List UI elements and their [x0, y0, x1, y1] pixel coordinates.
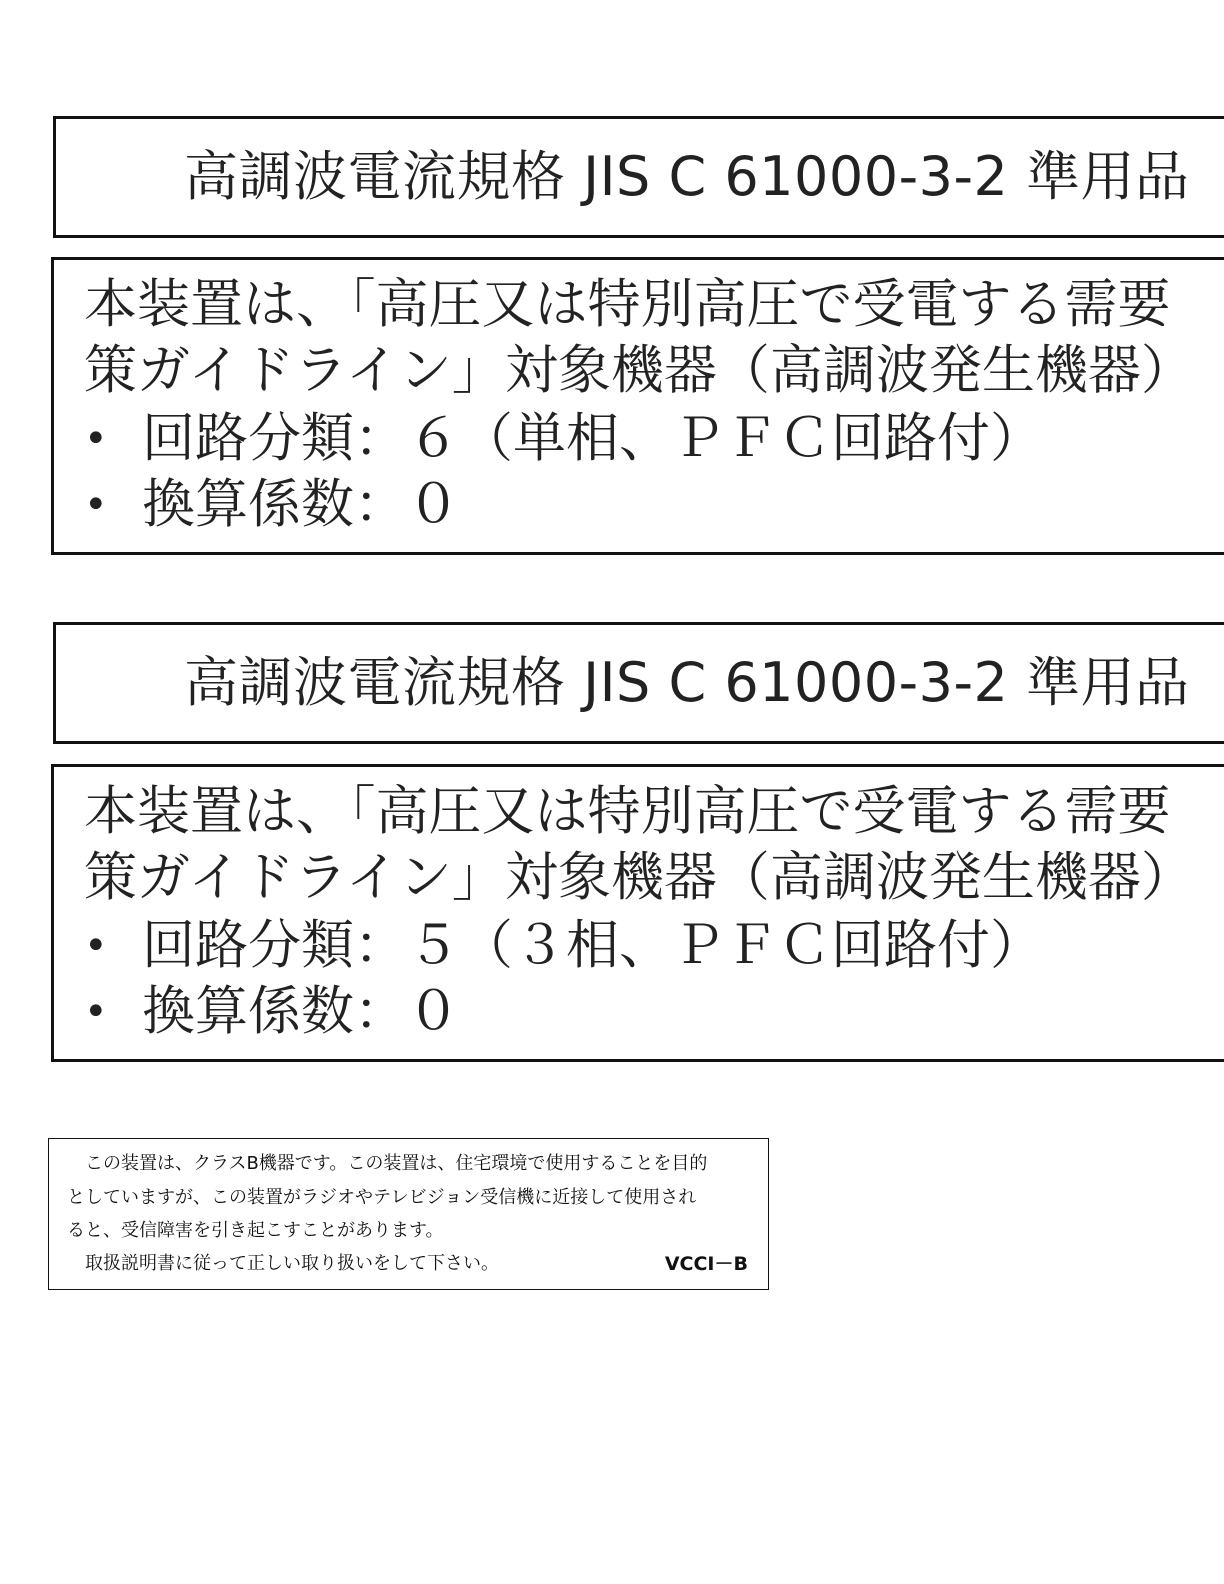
- harmonic-standard-title-1: 高調波電流規格 JIS C 61000-3-2 準用品: [184, 145, 1190, 208]
- bullet-text: 換算係数：０: [142, 474, 460, 535]
- vcci-text-line-4: 取扱説明書に従って正しい取り扱いをして下さい。: [67, 1253, 499, 1274]
- bullet-item-conversion-factor: [84, 979, 460, 1045]
- vcci-text-line-1: この装置は、クラスB機器です。この装置は、住宅環境で使用することを目的: [67, 1153, 708, 1174]
- harmonic-standard-title-box-2: [53, 622, 1224, 744]
- bullet-text: 換算係数：０: [142, 981, 460, 1042]
- notice-text-line-1: 本装置は、「高圧又は特別高圧で受電する需要: [84, 274, 1171, 335]
- vcci-text-line-2: としていますが、この装置がラジオやテレビジョン受信機に近接して使用され: [67, 1187, 697, 1208]
- harmonic-notice-box-1: [51, 257, 1224, 555]
- bullet-icon: •: [84, 482, 108, 528]
- bullet-icon: •: [84, 416, 108, 462]
- harmonic-standard-title-box-1: [53, 116, 1224, 238]
- notice-text-line-2: 策ガイドライン」対象機器（高調波発生機器）: [84, 340, 1194, 401]
- bullet-item-conversion-factor: [84, 472, 460, 538]
- bullet-item-circuit-class: [84, 406, 1043, 472]
- notice-text-line-2: 策ガイドライン」対象機器（高調波発生機器）: [84, 847, 1194, 908]
- harmonic-standard-title-2: 高調波電流規格 JIS C 61000-3-2 準用品: [184, 651, 1190, 714]
- notice-text-line-1: 本装置は、「高圧又は特別高圧で受電する需要: [84, 781, 1171, 842]
- bullet-text: 回路分類：６（単相、ＰＦＣ回路付）: [142, 408, 1043, 469]
- bullet-icon: •: [84, 989, 108, 1035]
- vcci-text-line-3: ると、受信障害を引き起こすことがあります。: [67, 1220, 444, 1241]
- bullet-item-circuit-class: [84, 913, 1043, 979]
- vcci-notice-box: [48, 1138, 769, 1290]
- bullet-text: 回路分類：５（３相、ＰＦＣ回路付）: [142, 915, 1043, 976]
- bullet-icon: •: [84, 923, 108, 969]
- vcci-class-mark: VCCI－B: [664, 1253, 748, 1275]
- harmonic-notice-box-2: [51, 764, 1224, 1062]
